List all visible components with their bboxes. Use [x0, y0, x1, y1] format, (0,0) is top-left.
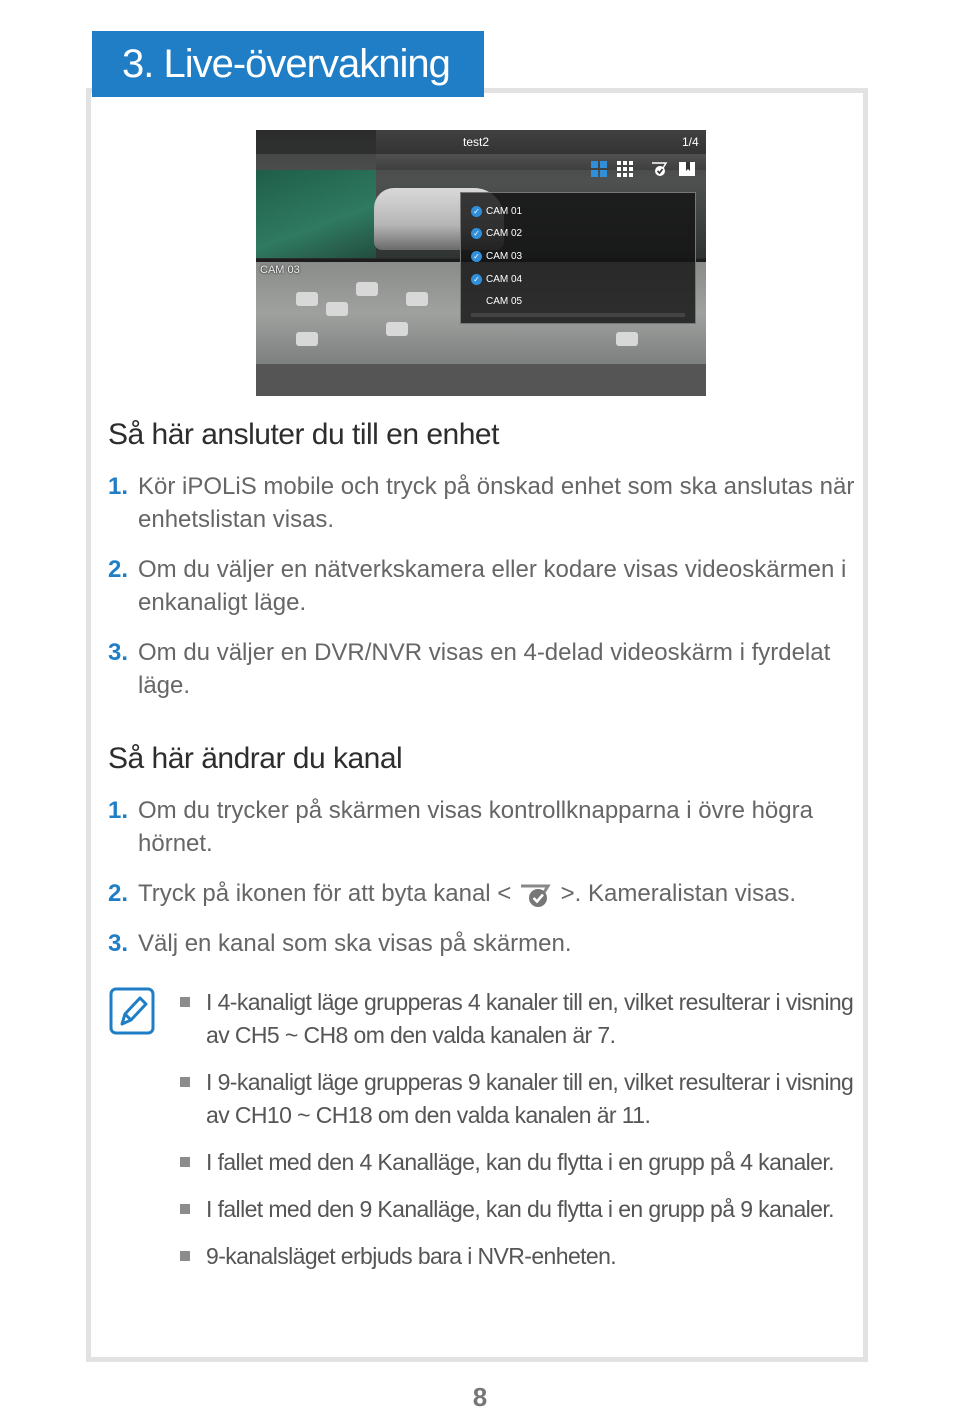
note-bullet: [180, 1077, 190, 1087]
note-4: I fallet med den 9 Kanalläge, kan du flytta i en grupp på 9 kanaler.: [206, 1196, 834, 1222]
app-header: [256, 130, 706, 154]
device-title: test2: [463, 135, 490, 149]
checkmark-icon: ✓: [471, 274, 482, 285]
note-1: I 4-kanaligt läge grupperas 4 kanaler till en, vilket resulterar i visning av CH5 ~ CH8 om den valda kanalen är 7.: [206, 989, 854, 1048]
channel-step-2: 2. Tryck på ikonen för att byta kanal < >. Kameralistan visas.: [108, 880, 797, 907]
checkmark-icon: ✓: [471, 228, 482, 239]
grid-4-icon[interactable]: [590, 160, 608, 178]
camera-corner-label: CAM 03: [260, 264, 300, 276]
note-3: I fallet med den 4 Kanalläge, kan du flytta i en grupp på 4 kanaler.: [206, 1149, 834, 1175]
camera-list-item[interactable]: ✓ CAM 01: [471, 201, 522, 221]
checkmark-icon: ✓: [471, 206, 482, 217]
camera-list-item[interactable]: ✓ CAM 03: [471, 246, 522, 266]
grid-9-icon[interactable]: [616, 160, 634, 178]
connect-step-1: 1. Kör iPOLiS mobile och tryck på önskad enhet som ska anslutas när enhetslistan visas.: [108, 473, 855, 533]
channel-switch-icon: [518, 881, 554, 909]
camera-list-item[interactable]: CAM 05: [486, 295, 523, 307]
channel-step-3: 3. Välj en kanal som ska visas på skärmen.: [108, 930, 572, 957]
section-title: 3. Live-övervakning: [92, 31, 484, 97]
page-number: 8: [472, 1382, 488, 1412]
note-2: I 9-kanaligt läge grupperas 9 kanaler till en, vilket resulterar i visning av CH10 ~ CH18 om den valda kanalen är 11.: [206, 1069, 854, 1128]
checkmark-icon: ✓: [471, 251, 482, 262]
camera-list-item[interactable]: ✓ CAM 04: [471, 269, 522, 289]
list-scrollbar[interactable]: [471, 313, 685, 317]
note-bullet: [180, 1251, 190, 1261]
channel-step-1: 1. Om du trycker på skärmen visas kontrollknapparna i övre högra hörnet.: [108, 797, 813, 857]
note-5: 9-kanalsläget erbjuds bara i NVR-enheten.: [206, 1243, 617, 1269]
channel-heading: Så här ändrar du kanal: [108, 742, 403, 775]
bookmark-icon[interactable]: [678, 160, 696, 178]
app-screenshot: [256, 130, 706, 396]
camera-list-item[interactable]: ✓ CAM 02: [471, 223, 522, 243]
note-bullet: [180, 997, 190, 1007]
connect-step-2: 2. Om du väljer en nätverkskamera eller kodare visas videoskärmen i enkanaligt läge.: [108, 556, 847, 616]
note-pencil-icon: [108, 986, 156, 1036]
note-bullet: [180, 1157, 190, 1167]
camera-list: [460, 192, 696, 324]
connect-heading: Så här ansluter du till en enhet: [108, 418, 499, 451]
channel-switch-icon[interactable]: [650, 160, 668, 178]
page-indicator: 1/4: [682, 135, 699, 149]
note-bullet: [180, 1204, 190, 1214]
connect-step-3: 3. Om du väljer en DVR/NVR visas en 4-delad videoskärm i fyrdelat läge.: [108, 639, 831, 699]
